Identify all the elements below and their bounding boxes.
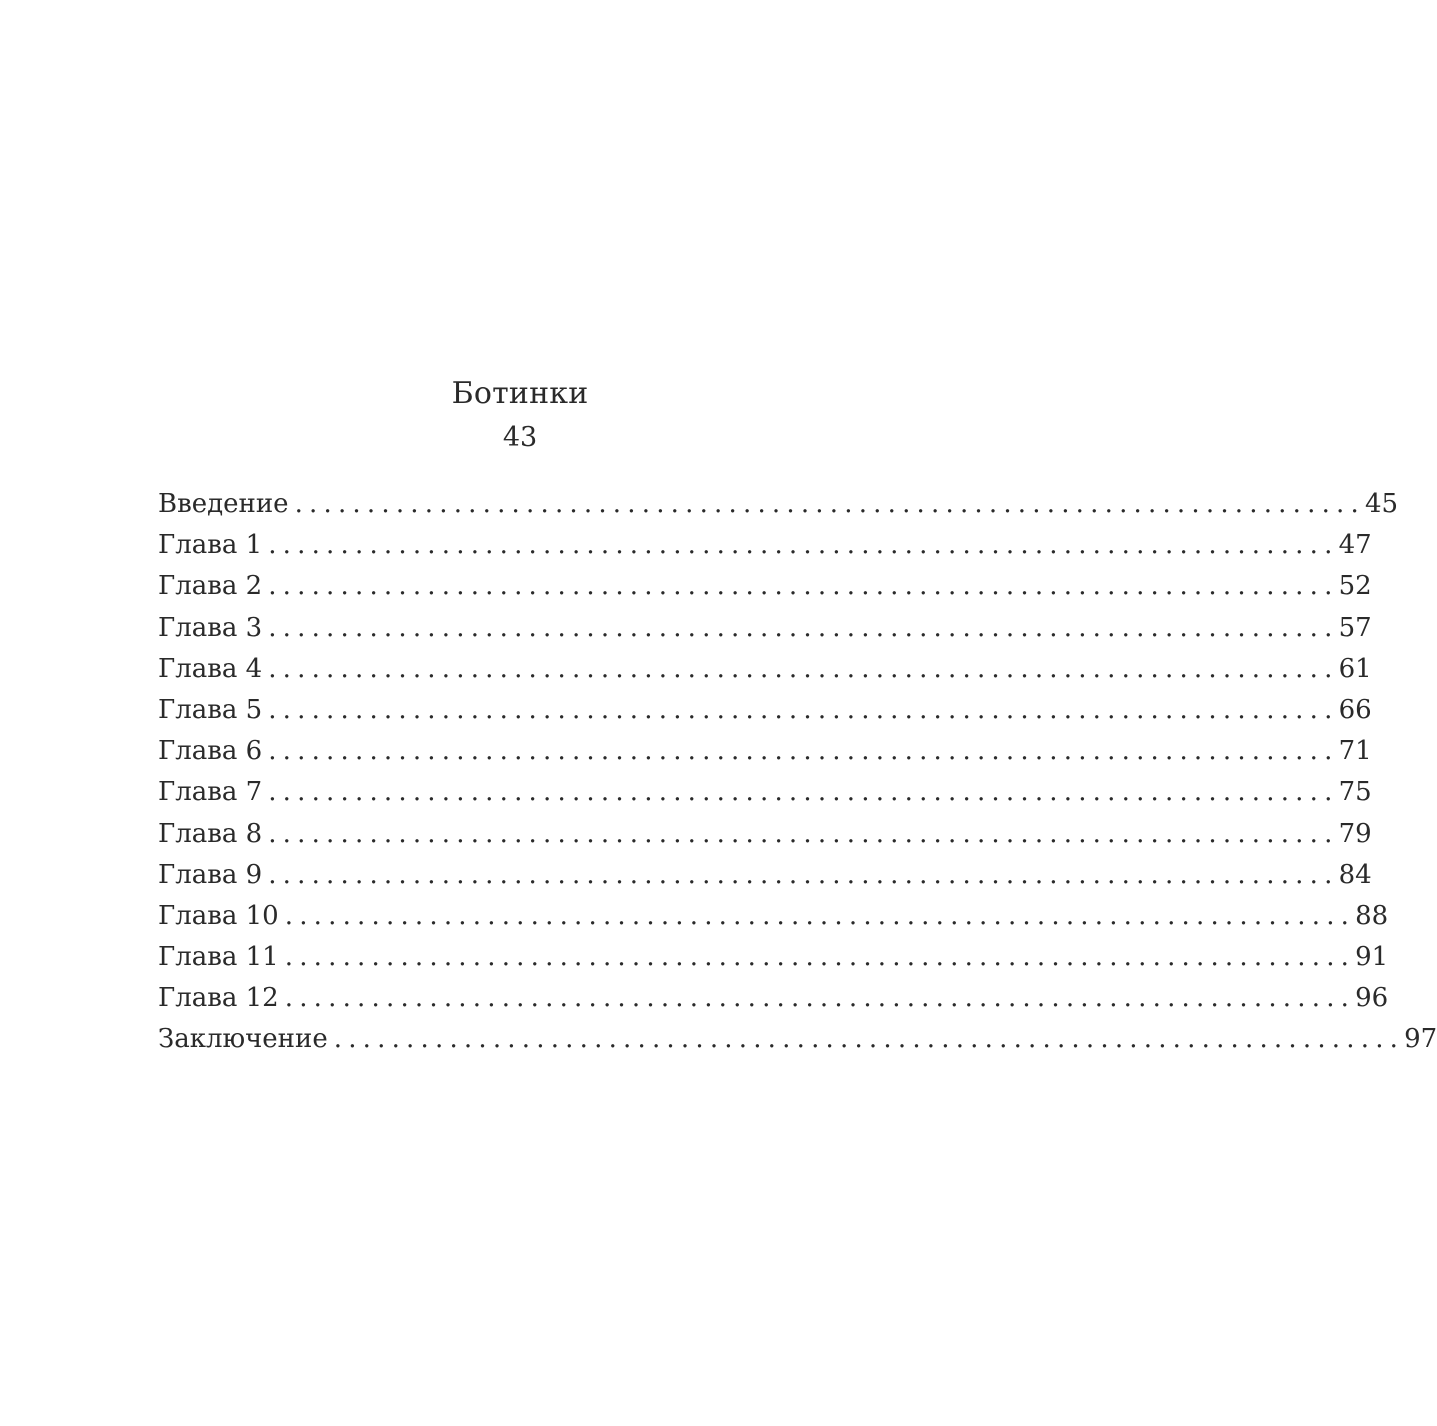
toc-entry-page: 66	[1338, 694, 1372, 725]
dot-leader: ..........................................................................	[284, 900, 1356, 931]
toc-entry-page: 79	[1338, 818, 1372, 849]
dot-leader: ..........................................................................	[268, 571, 1339, 602]
toc-entry-label: Введение	[158, 489, 289, 519]
toc-entry-label: Глава 1	[158, 530, 263, 561]
toc-entry	[158, 608, 1372, 649]
dot-leader: ..........................................................................	[284, 983, 1356, 1014]
toc-entry	[158, 649, 1372, 690]
toc-entry-page: 52	[1338, 571, 1372, 602]
toc-entry-label: Глава 12	[158, 983, 279, 1014]
dot-leader: ..........................................................................	[294, 489, 1365, 519]
toc-entry	[158, 525, 1372, 566]
toc-entry-page: 91	[1355, 942, 1389, 973]
toc-entry	[158, 566, 1372, 607]
toc-entry	[158, 772, 1372, 813]
toc-entry-page: 71	[1338, 736, 1372, 767]
toc-entry-page: 75	[1338, 777, 1372, 808]
dot-leader: ..........................................................................	[268, 694, 1339, 725]
dot-leader: ..........................................................................	[268, 612, 1339, 643]
dot-leader: ..........................................................................	[268, 653, 1339, 684]
dot-leader: ..........................................................................	[268, 736, 1339, 767]
toc-entry	[158, 690, 1372, 731]
toc-entry	[158, 814, 1372, 855]
toc-entry-label: Глава 6	[158, 736, 263, 767]
toc-entry-label: Глава 8	[158, 818, 263, 849]
toc-entry	[158, 855, 1372, 896]
toc-entry-label: Глава 7	[158, 777, 263, 808]
toc-entry-page: 47	[1338, 530, 1372, 561]
toc-entry-label: Глава 9	[158, 859, 263, 890]
toc-entry-label: Глава 4	[158, 653, 263, 684]
toc-entry	[158, 1019, 1437, 1060]
toc-entry-page: 61	[1338, 653, 1372, 684]
toc-entry-label: Глава 3	[158, 612, 263, 643]
toc-entry-label: Заключение	[158, 1024, 328, 1055]
toc-entry-page: 45	[1364, 489, 1399, 519]
toc-entry	[158, 896, 1389, 937]
dot-leader: ..........................................................................	[268, 777, 1339, 808]
toc-entry-label: Глава 11	[158, 942, 279, 973]
dot-leader: ..........................................................................	[333, 1024, 1405, 1055]
table-of-contents	[158, 484, 1437, 1061]
toc-entry	[158, 731, 1372, 772]
toc-entry	[158, 978, 1389, 1019]
toc-entry-label: Глава 10	[158, 900, 279, 931]
toc-entry	[158, 484, 1399, 525]
toc-entry-label: Глава 5	[158, 694, 263, 725]
toc-entry-page: 57	[1338, 612, 1372, 643]
toc-entry-page: 88	[1355, 900, 1389, 931]
section-title: Ботинки	[451, 376, 589, 411]
dot-leader: ..........................................................................	[268, 818, 1339, 849]
dot-leader: ..........................................................................	[268, 859, 1339, 890]
dot-leader: ..........................................................................	[284, 942, 1356, 973]
toc-entry	[158, 937, 1389, 978]
toc-entry-page: 84	[1338, 859, 1372, 890]
toc-entry-page: 97	[1404, 1024, 1437, 1055]
toc-entry-page: 96	[1355, 983, 1389, 1014]
section-page-number: 43	[502, 422, 538, 453]
dot-leader: ..........................................................................	[268, 530, 1339, 561]
toc-entry-label: Глава 2	[158, 571, 263, 602]
